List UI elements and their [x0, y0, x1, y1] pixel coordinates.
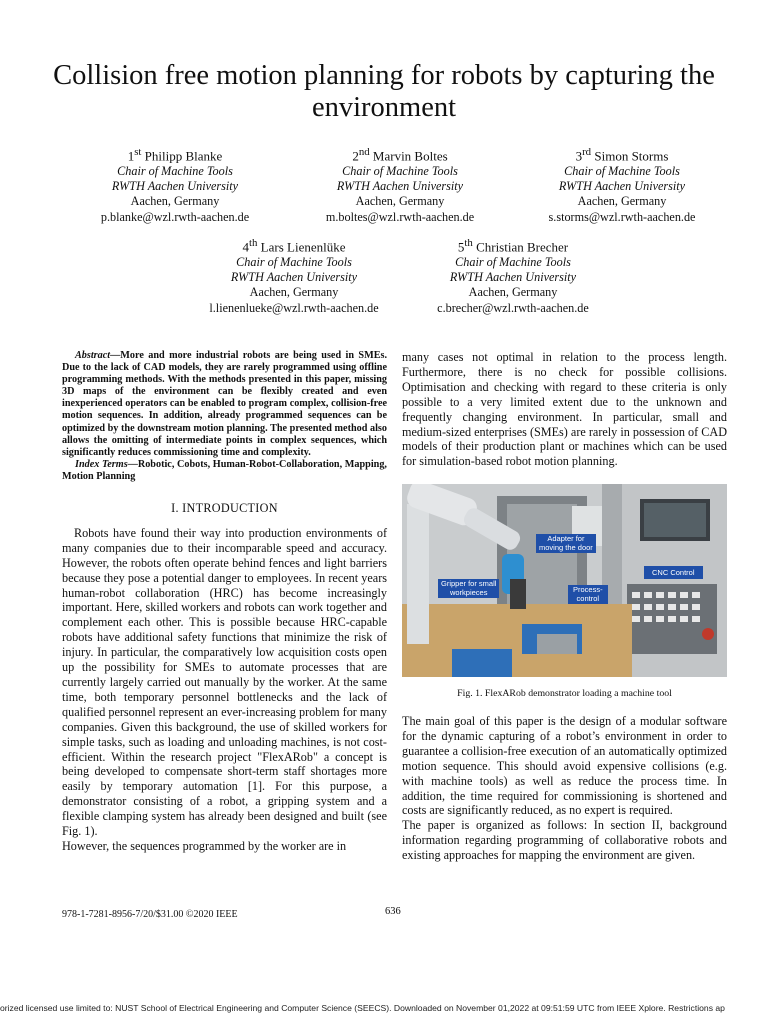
- index-terms: [62, 459, 387, 483]
- right-column: [402, 350, 727, 469]
- author-university: RWTH Aachen University: [230, 269, 358, 284]
- abstract-text: —More and more industrial robots are being used in SMEs. Due to the lack of CAD models, they are rarely programmed using offline programming methods. With the methods presented in this paper, missing 3D maps of the environment can be flexibly created and even inexperienced operators can be enabled to program complex, collision-free motion sequences. In addition, already programmed sequences can be optimized by the downstream motion planning. The presented method also allows the omitting of intermediate points in complex sequences, which significantly reduces commissioning time and complexity.: [62, 350, 387, 458]
- author-email: l.lienenlueke@wzl.rwth-aachen.de: [209, 300, 379, 315]
- author-location: Aachen, Germany: [577, 194, 667, 209]
- author-location: Aachen, Germany: [355, 194, 445, 209]
- figure-caption: Fig. 1. FlexARob demonstrator loading a machine tool: [457, 688, 672, 699]
- author-department: Chair of Machine Tools: [117, 163, 233, 178]
- figure-label-adapter: Adapter for moving the door: [536, 534, 596, 553]
- author-block: [75, 145, 275, 225]
- author-name-line: 5th Christian Brecher: [457, 237, 569, 255]
- body-paragraph: Robots have found their way into production environments of many companies due to their incomparable speed and accuracy. However, the robots often operate behind fences and light barriers because they pose a potential danger to employees. In recent years human-robot collaboration (HRC) has become increasingly important. Here, skilled workers and robots can work together and complement each other. This is possible because HRC-capable robots have additional safety functions that minimize the risk of injury. In particular, the comparatively low acquisition costs open up the possibility for SMEs to automate processes that are currently largely carried out manually by the worker. At the same time, both temporary personnel bottlenecks and the lack of qualified personnel represent an ever-increasing problem for many companies. Given this background, the use of skilled workers for simple tasks, such as loading and unloading machines, is not cost-efficient. Within the research project "FlexARob" a concept is being developed to compensate short-term staff shortages more easily by temporary automation [1]. For this purpose, a demonstrator consisting of a robot, a gripping system and a flexible clamping system has already been designed and built (see Fig. 1).: [62, 525, 387, 839]
- body-paragraph: The paper is organized as follows: In section II, background information regarding programming of collaborative robots and existing approaches for mapping the environment are given.: [402, 818, 727, 863]
- author-department: Chair of Machine Tools: [236, 254, 352, 269]
- abstract: [62, 350, 387, 459]
- author-location: Aachen, Germany: [249, 285, 339, 300]
- author-university: RWTH Aachen University: [336, 178, 464, 193]
- figure-photo: [402, 484, 727, 677]
- author-name-line: 1st Philipp Blanke: [127, 146, 223, 164]
- author-block: [300, 145, 500, 225]
- author-location: Aachen, Germany: [130, 194, 220, 209]
- author-department: Chair of Machine Tools: [564, 163, 680, 178]
- author-name-line: 3rd Simon Storms: [575, 146, 669, 164]
- author-location: Aachen, Germany: [468, 285, 558, 300]
- author-name-line: 2nd Marvin Boltes: [352, 146, 448, 164]
- right-column-lower: [402, 714, 727, 863]
- index-terms-text: —Robotic, Cobots, Human-Robot-Collaboration, Mapping, Motion Planning: [62, 458, 387, 482]
- author-university: RWTH Aachen University: [449, 269, 577, 284]
- author-university: RWTH Aachen University: [558, 178, 686, 193]
- abstract-label: Abstract: [75, 350, 111, 361]
- author-department: Chair of Machine Tools: [342, 163, 458, 178]
- left-column: [62, 350, 387, 854]
- body-paragraph: many cases not optimal in relation to the process length. Furthermore, there is no check for possible collisions. Optimisation and checking with regard to these criteria is only possible to a very limited extent due to the unknown and frequently changing environment. In particular, small and medium-sized enterprises (SMEs) are rarely in possession of CAD models of their production plant or machines which can be used for simulation-based robot motion planning.: [402, 350, 727, 469]
- figure-label-gripper: Gripper for small workpieces: [438, 579, 499, 598]
- author-university: RWTH Aachen University: [111, 178, 239, 193]
- footer-isbn: 978-1-7281-8956-7/20/$31.00 ©2020 IEEE: [62, 909, 238, 920]
- author-block: [194, 236, 394, 316]
- license-notice: orized licensed use limited to: NUST School of Electrical Engineering and Computer Science (SEECS). Downloaded on November 01,2022 at 09:51:59 UTC from IEEE Xplore. Restrictions ap: [0, 1003, 725, 1013]
- body-paragraph: The main goal of this paper is the design of a modular software for the dynamic capturing of a robot’s environment in order to guarantee a collision-free execution of an automatically optimized motion sequence. This should avoid expensive collisions (e.g. with machine tools) as well as reduce the process time. In addition, the time required for commissioning is shortened and costs are significantly reduced, as no expert is required.: [402, 714, 727, 818]
- author-email: s.storms@wzl.rwth-aachen.de: [548, 209, 696, 224]
- author-block: [413, 236, 613, 316]
- figure-label-cnc: CNC Control: [644, 566, 703, 579]
- index-terms-label: Index Terms: [75, 458, 128, 470]
- author-email: m.boltes@wzl.rwth-aachen.de: [325, 209, 475, 224]
- author-email: p.blanke@wzl.rwth-aachen.de: [100, 209, 250, 224]
- author-email: c.brecher@wzl.rwth-aachen.de: [437, 300, 589, 315]
- body-paragraph: However, the sequences programmed by the worker are in: [62, 838, 347, 853]
- paper-title: Collision free motion planning for robots by capturing the environment: [53, 60, 715, 123]
- section-heading: I. INTRODUCTION: [171, 501, 278, 516]
- author-name-line: 4th Lars Lienenlüke: [242, 237, 346, 255]
- author-department: Chair of Machine Tools: [455, 254, 571, 269]
- author-block: [522, 145, 722, 225]
- figure-label-process: Process- control: [568, 585, 608, 604]
- page-number: 636: [385, 906, 401, 917]
